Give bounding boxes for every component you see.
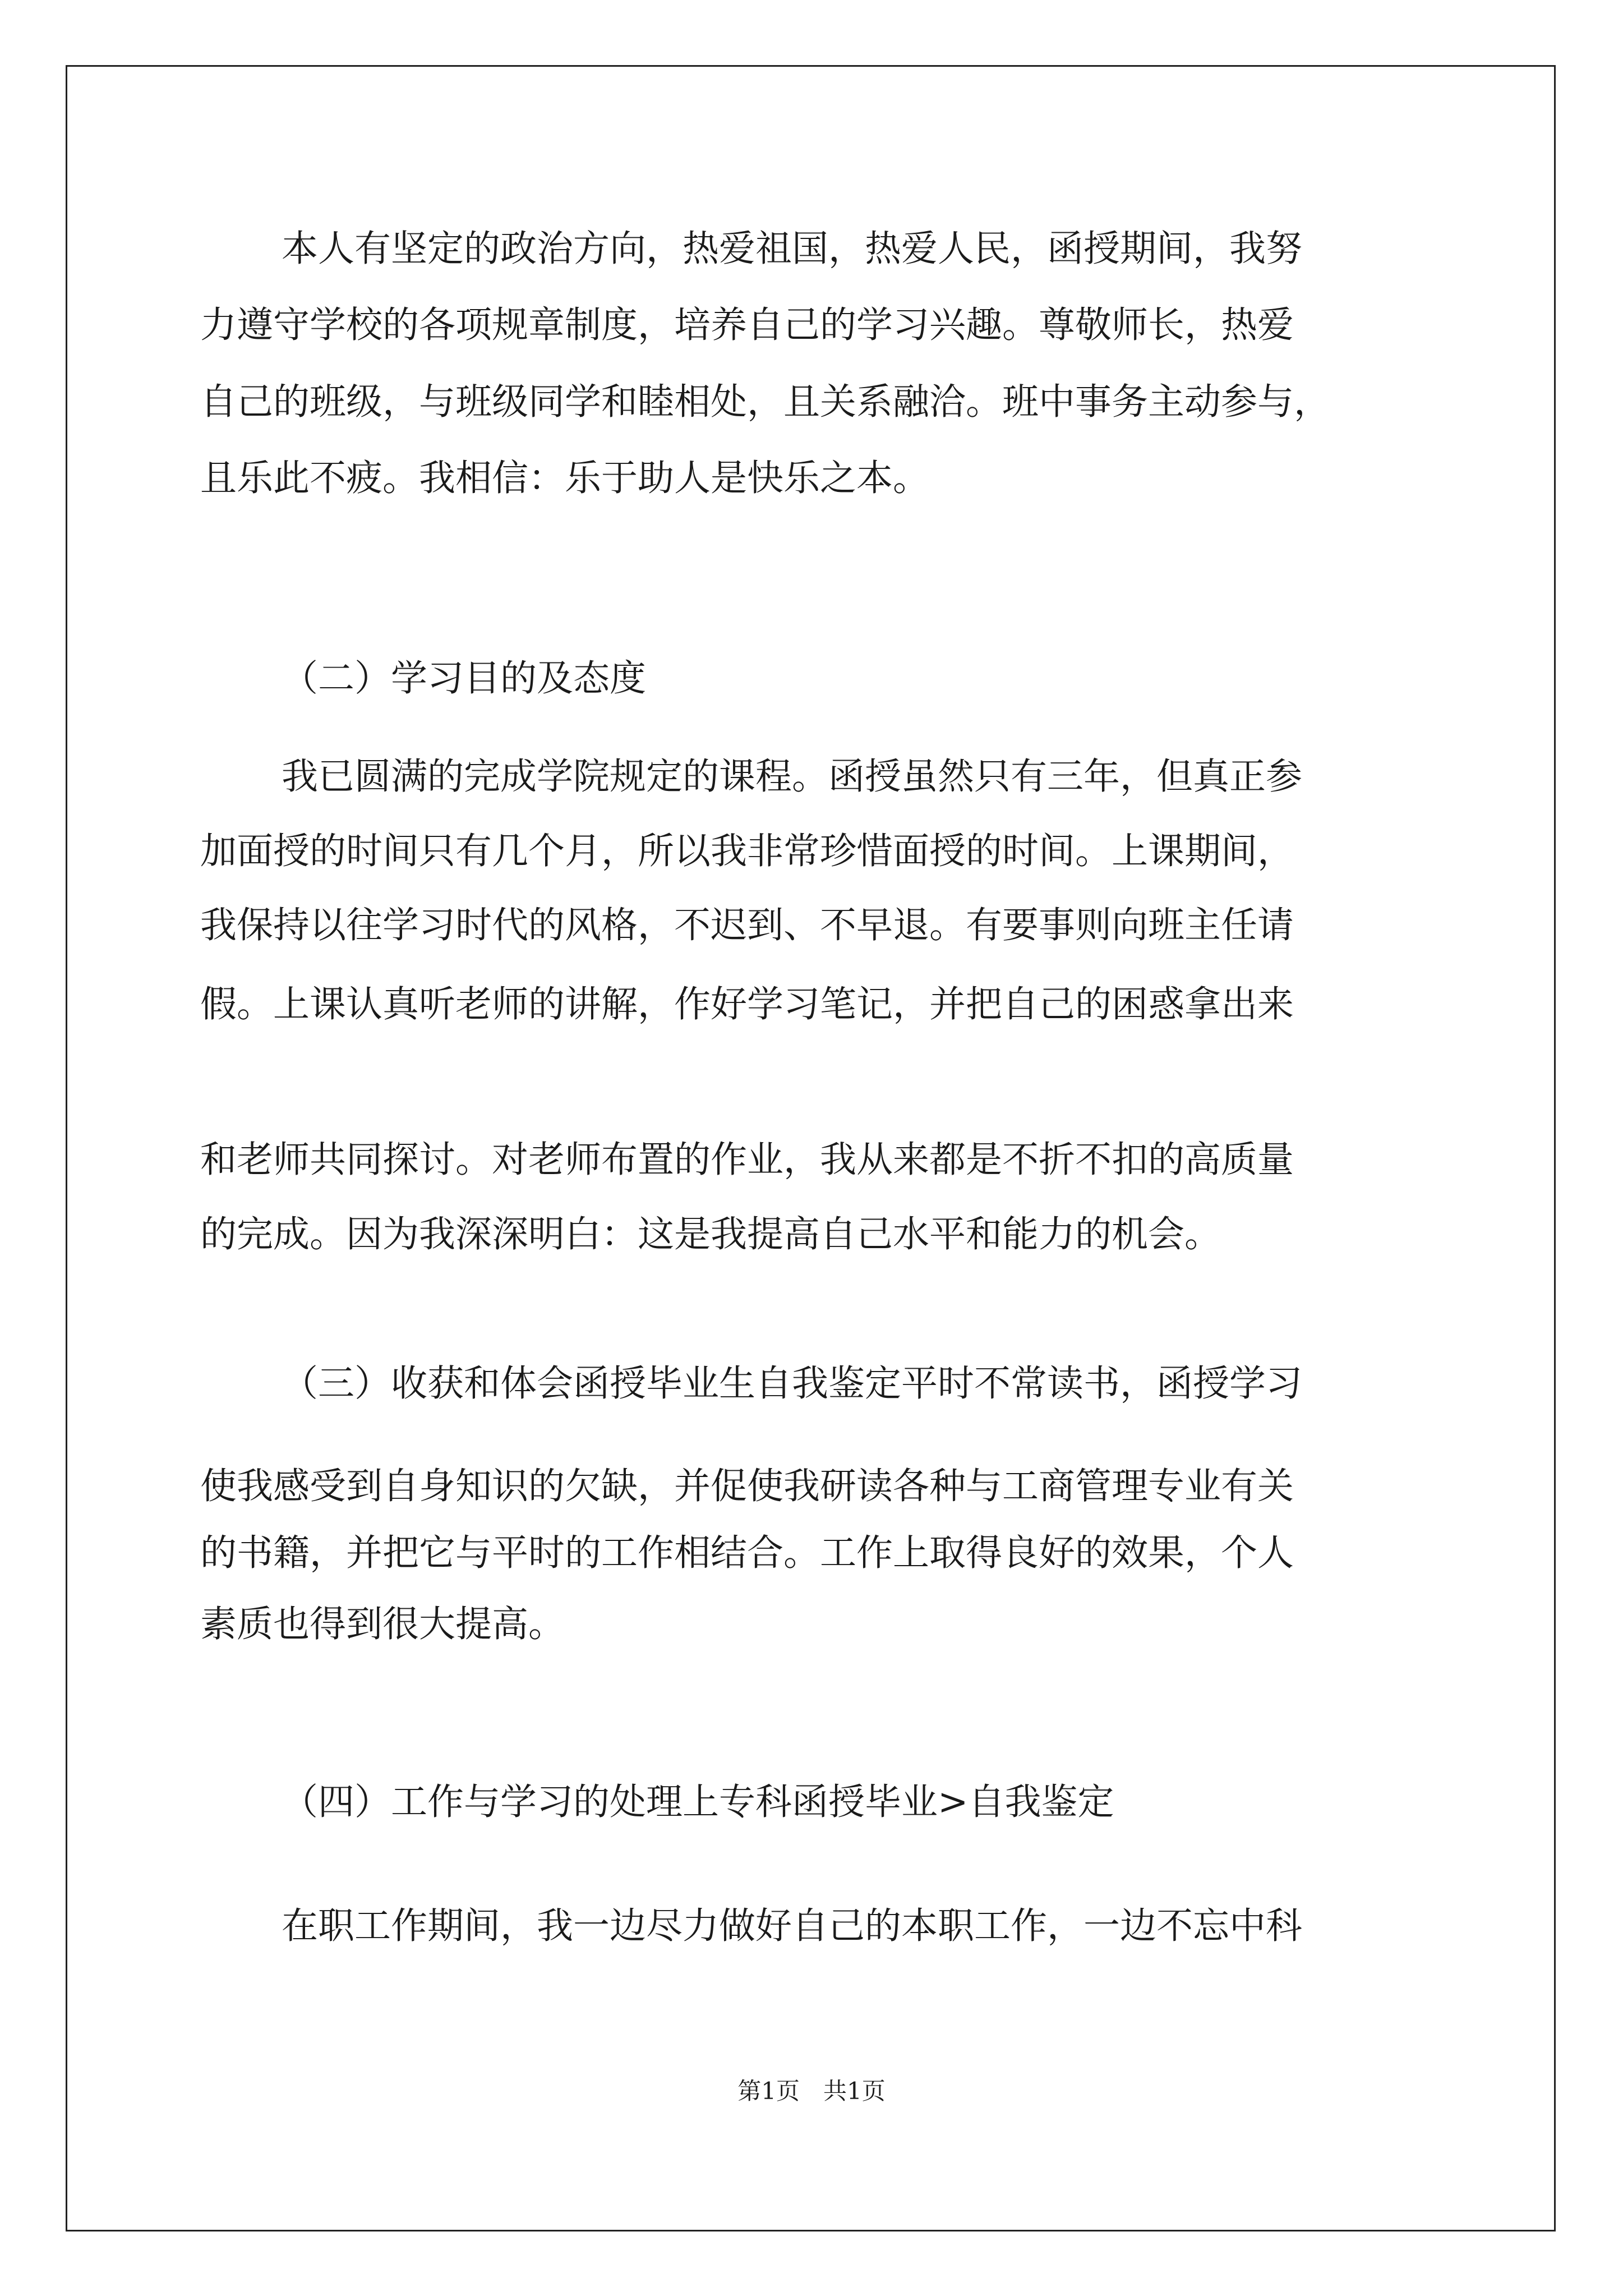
paragraph-2-line-5: 和老师共同探讨。对老师布置的作业，我从来都是不折不扣的高质量 — [200, 1139, 1294, 1181]
section-heading-4: （四）工作与学习的处理上专科函授毕业>自我鉴定 — [282, 1781, 1114, 1823]
paragraph-2-line-4: 假。上课认真听老师的讲解，作好学习笔记，并把自己的困惑拿出来 — [200, 983, 1294, 1025]
section-heading-3-line-1: （三）收获和体会函授毕业生自我鉴定平时不常读书，函授学习 — [282, 1363, 1303, 1405]
page-footer: 第1页 共1页 — [737, 2077, 886, 2105]
paragraph-1-line-4: 且乐此不疲。我相信：乐于助人是快乐之本。 — [200, 457, 930, 499]
paragraph-3-line-4: 素质也得到很大提高。 — [200, 1603, 565, 1645]
paragraph-3-line-3: 的书籍，并把它与平时的工作相结合。工作上取得良好的效果，个人 — [200, 1532, 1294, 1574]
paragraph-2-line-3: 我保持以往学习时代的风格，不迟到、不早退。有要事则向班主任请 — [200, 904, 1294, 946]
paragraph-3-line-2: 使我感受到自身知识的欠缺，并促使我研读各种与工商管理专业有关 — [200, 1465, 1294, 1507]
section-heading-2: （二）学习目的及态度 — [282, 657, 647, 700]
paragraph-4-line-1: 在职工作期间，我一边尽力做好自己的本职工作，一边不忘中科 — [282, 1905, 1303, 1947]
paragraph-2-line-2: 加面授的时间只有几个月，所以我非常珍惜面授的时间。上课期间， — [200, 830, 1294, 872]
paragraph-2-line-1: 我已圆满的完成学院规定的课程。函授虽然只有三年，但真正参 — [282, 756, 1303, 798]
paragraph-1-line-2: 力遵守学校的各项规章制度，培养自己的学习兴趣。尊敬师长，热爱 — [200, 304, 1294, 346]
paragraph-2-line-6: 的完成。因为我深深明白：这是我提高自己水平和能力的机会。 — [200, 1213, 1221, 1255]
paragraph-1-line-1: 本人有坚定的政治方向，热爱祖国，热爱人民，函授期间，我努 — [282, 228, 1303, 270]
paragraph-1-line-3: 自己的班级，与班级同学和睦相处，且关系融洽。班中事务主动参与， — [200, 381, 1331, 423]
